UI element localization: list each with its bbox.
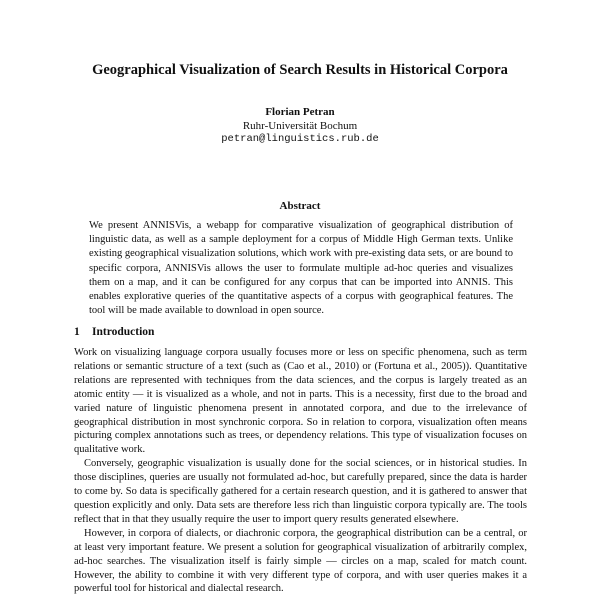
- body-paragraph: Work on visualizing language corpora usually focuses more or less on specific phenomena, such as term relations or semantic structure of a text (such as (Cao et al., 2010) or (Fortuna et al., 2005)). Quantitative relations are represented with techniques from the data sciences, and the corpus is largely treated as an atomic entity — it is visualized as a whole, and not in parts. This is a necessity, first due to the broad and varied nature of linguistic phenomena present in annotated corpora, and due to the irrelevance of geographical distribution in most synchronic corpora. So in relation to corpora, visualization often means picturing complex annotations such as trees, or dependency relations. This type of visualization focuses on qualitative work.: [74, 347, 527, 456]
- section-heading: [74, 326, 154, 338]
- author-affiliation: Ruhr-Universität Bochum: [242, 120, 358, 132]
- abstract-heading: Abstract: [279, 200, 321, 212]
- section-body: [74, 346, 527, 596]
- body-paragraph: Conversely, geographic visualization is usually done for the social sciences, or in historical studies. In those disciplines, queries are usually not formulated ad-hoc, but carefully prepared, since the data is harder to come by. So data is specifically gathered for a certain research question, and it is gathered to answer that question explicitly and only. Data sets are therefore less rich than linguistic corpora typically are. The tools reflect that in that they usually require the user to import query results generated elsewhere.: [74, 458, 527, 525]
- author-name: Florian Petran: [265, 106, 335, 118]
- body-paragraph: However, in corpora of dialects, or diachronic corpora, the geographical distribution can be a central, or at least very important feature. We present a solution for geographical visualization of arbitrarily complex, ad-hoc searches. The visualization itself is fairly simple — circles on a map, scaled for match count. However, the ability to combine it with very different type of corpora, and with user queries makes it a powerful tool for historical and dialectal research.: [74, 527, 527, 595]
- section-title: Introduction: [92, 326, 155, 338]
- paper-title: Geographical Visualization of Search Results in Historical Corpora: [92, 62, 508, 78]
- section-number: 1: [74, 326, 80, 338]
- author-email[interactable]: petran@linguistics.rub.de: [221, 133, 379, 145]
- abstract-text: We present ANNISVis, a webapp for comparative visualization of geographical distribution of linguistic data, as well as a sample deployment for a corpus of Middle High German texts. Unlike existing geographical visualization solutions, which work with pre-existing data sets, or are bound to specific corpora, ANNISVis allows the user to formulate multiple ad-hoc queries and visualizes them on a map, and it can be configured for any corpus that can be imported into ANNIS. This enables explorative queries of the quantitative aspects of a corpus with geographical features. The tool will be made available to download in open source.: [89, 220, 513, 317]
